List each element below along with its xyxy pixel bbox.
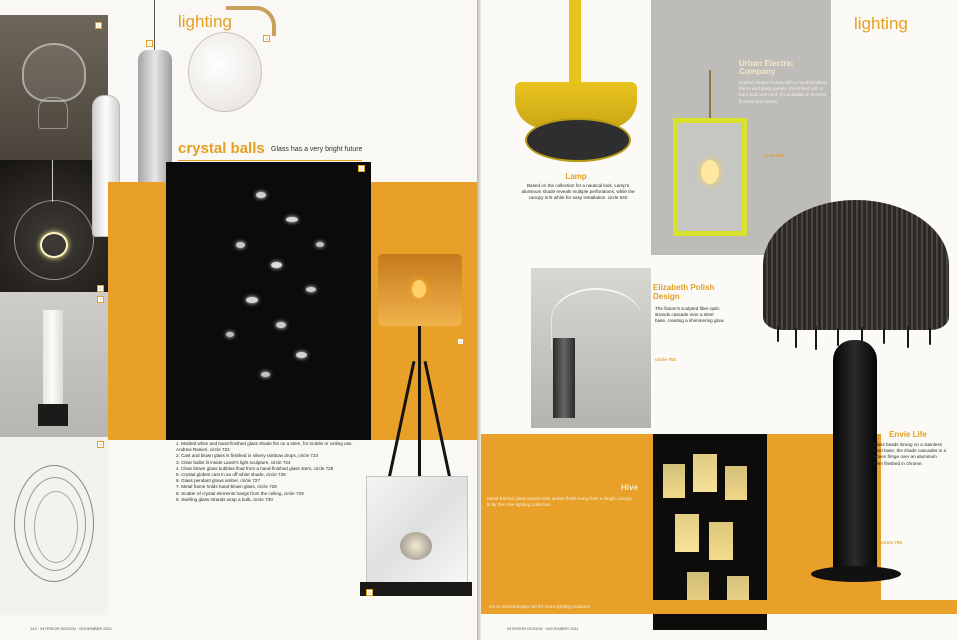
- cube-core: [400, 532, 432, 560]
- sconce-arm: [226, 6, 276, 36]
- marker-4: 4: [358, 165, 365, 172]
- glass-bulb-shape: [22, 43, 86, 102]
- lamp-body: Based on the collection for a nautical look, Lamp's aluminum shade reveals multiple perforations, while the canopy is lit white for easy installation. circle 640: [521, 183, 635, 201]
- crystal-piece: [296, 352, 307, 358]
- caption-item: 5. Crystal globes cast in an off-white shade, circle 726: [176, 472, 286, 478]
- pendant-cord-2: [154, 0, 155, 50]
- cube-base: [360, 582, 472, 596]
- footer-note: Go to interiordesign.net for more lighting products: [489, 604, 590, 609]
- caption-item: 2. Cast and blown glass is finished in silvery rainbow drops, circle 723: [176, 453, 318, 459]
- marker-3: 3: [263, 35, 270, 42]
- section-label-right: lighting: [854, 14, 908, 33]
- crystal-piece: [261, 372, 270, 377]
- elizabeth-circle: circle 702: [655, 357, 676, 362]
- page-folio: 144 · INTERIOR DESIGN · NOVEMBER 2011: [30, 626, 112, 631]
- caption-list: [176, 441, 364, 503]
- photo-swirl-pendant: [0, 437, 108, 615]
- lamp-base-black: [811, 566, 901, 582]
- urban-circle: circle 699: [763, 153, 784, 158]
- caption-item: 1. Molded white and hand-finished glass shade fits on a stem, for mobile or ceiling use. Andrew Ranieri, circle 722: [176, 441, 353, 453]
- caption-item: 4. Clear blown glass bubbles float from a hand-finished glass stem, circle 725: [176, 465, 334, 471]
- crystal-piece: [306, 287, 316, 292]
- crystal-piece: [286, 217, 298, 222]
- column-shade: [43, 310, 63, 405]
- fiber-base: [553, 338, 575, 418]
- crystal-piece: [236, 242, 245, 248]
- marker-7: 7: [97, 296, 104, 303]
- cube-glass: [366, 476, 468, 584]
- page-folio-right: INTERIOR DESIGN · NOVEMBER 2011: [507, 626, 579, 631]
- marker-5: 5: [97, 285, 104, 292]
- left-page: [0, 0, 478, 640]
- bead-strand: [907, 326, 909, 348]
- crystal-piece: [276, 322, 286, 328]
- hive-circle: circle 701: [593, 550, 614, 555]
- bubble-shade: [188, 32, 262, 112]
- hive-panel: [693, 454, 717, 492]
- page-headline: crystal balls: [178, 140, 265, 157]
- crystal-piece: [316, 242, 324, 247]
- marker-8: 8: [366, 589, 373, 596]
- right-page: [481, 0, 957, 640]
- bead-strand: [837, 328, 839, 346]
- crystal-piece: [246, 297, 258, 303]
- envie-circle: circle 700: [881, 540, 902, 545]
- crystal-piece: [256, 192, 266, 198]
- lamp-body-black: [833, 340, 877, 570]
- lamp-leg: [424, 361, 452, 479]
- photo-crystal-cube: [360, 470, 475, 610]
- photo-fiber-lamp: [531, 268, 651, 428]
- lantern-cord: [709, 70, 711, 118]
- crystal-piece: [271, 262, 282, 268]
- photo-crystal-sculpture: [166, 162, 371, 440]
- column-base: [38, 404, 68, 426]
- headline-rule: [178, 160, 362, 161]
- photo-beaded-lamp: [761, 200, 951, 600]
- page-deck: Glass has a very bright future: [271, 146, 363, 153]
- section-label: lighting: [178, 12, 232, 31]
- crystal-piece: [226, 332, 234, 337]
- caption-item: 7. Metal frame holds hand-blown glass, circle 728: [176, 484, 277, 490]
- photo-column-lamp: [0, 292, 108, 437]
- hive-panel: [725, 466, 747, 500]
- elizabeth-body: The fixture's sculpted fiber-optic strands cascade over a steel base, creating a shimmering glow.: [655, 306, 725, 324]
- hive-panel: [709, 522, 733, 560]
- urban-body: Enamel lantern fixture with a hand-brushed frame and glass panels. Electrified with a bare bulb and cord, it's available in several finishes and colors.: [739, 80, 827, 104]
- glass-base-shape: [38, 97, 68, 129]
- hive-panel: [675, 514, 699, 552]
- caption-item: 3. Clear bulbs lit inside Lasvit's light sculpture, circle 724: [176, 459, 291, 465]
- lamp-leg: [418, 326, 421, 476]
- elizabeth-title: Elizabeth Polish Design: [653, 283, 715, 301]
- marker-2: 2: [146, 40, 153, 47]
- marker-6: 6: [457, 338, 464, 345]
- pendant-cord: [52, 160, 53, 202]
- swirl-loop-3: [34, 491, 78, 563]
- lamp-diffuser: [525, 118, 631, 162]
- caption-item: 8. Scatter of crystal elements hangs from the ceiling, circle 729: [176, 490, 304, 496]
- marker-1: 1: [95, 22, 102, 29]
- bead-strand: [815, 326, 817, 350]
- hive-title: Hive: [621, 483, 638, 492]
- lamp-leg: [388, 361, 416, 479]
- envie-title: Envie Life: [889, 430, 927, 439]
- bead-strand: [795, 328, 797, 348]
- bead-strand: [777, 326, 779, 342]
- photo-floor-lamp: [372, 250, 472, 480]
- lamp-bulb-glow: [412, 280, 426, 298]
- lantern-bulb: [701, 160, 719, 184]
- beaded-dome: [763, 200, 949, 330]
- filament-glow: [40, 232, 68, 258]
- lamp-title: Lamp: [565, 172, 587, 181]
- caption-item: 9. Swirling glass strands wrap a bulb, circle 730: [176, 496, 273, 502]
- marker-9: 9: [97, 441, 104, 448]
- photo-yellow-lamp: [509, 0, 644, 175]
- hive-body: Metal-framed glass panels with amber finish hang from a single canopy, lit by the Hive lighting collection.: [487, 496, 633, 508]
- hive-panel: [663, 464, 685, 498]
- lamp-stem: [569, 0, 581, 85]
- bead-strand: [883, 328, 885, 344]
- envie-body: Glass beads strung on a stainless steel base, the shade cascades in a woven fringe over an aluminum stem finished in chrome.: [873, 442, 947, 466]
- caption-item: 6. Glass pendant glows amber, circle 727: [176, 478, 261, 484]
- urban-title: Urban Electric Company: [739, 59, 794, 76]
- bead-strand: [929, 327, 931, 345]
